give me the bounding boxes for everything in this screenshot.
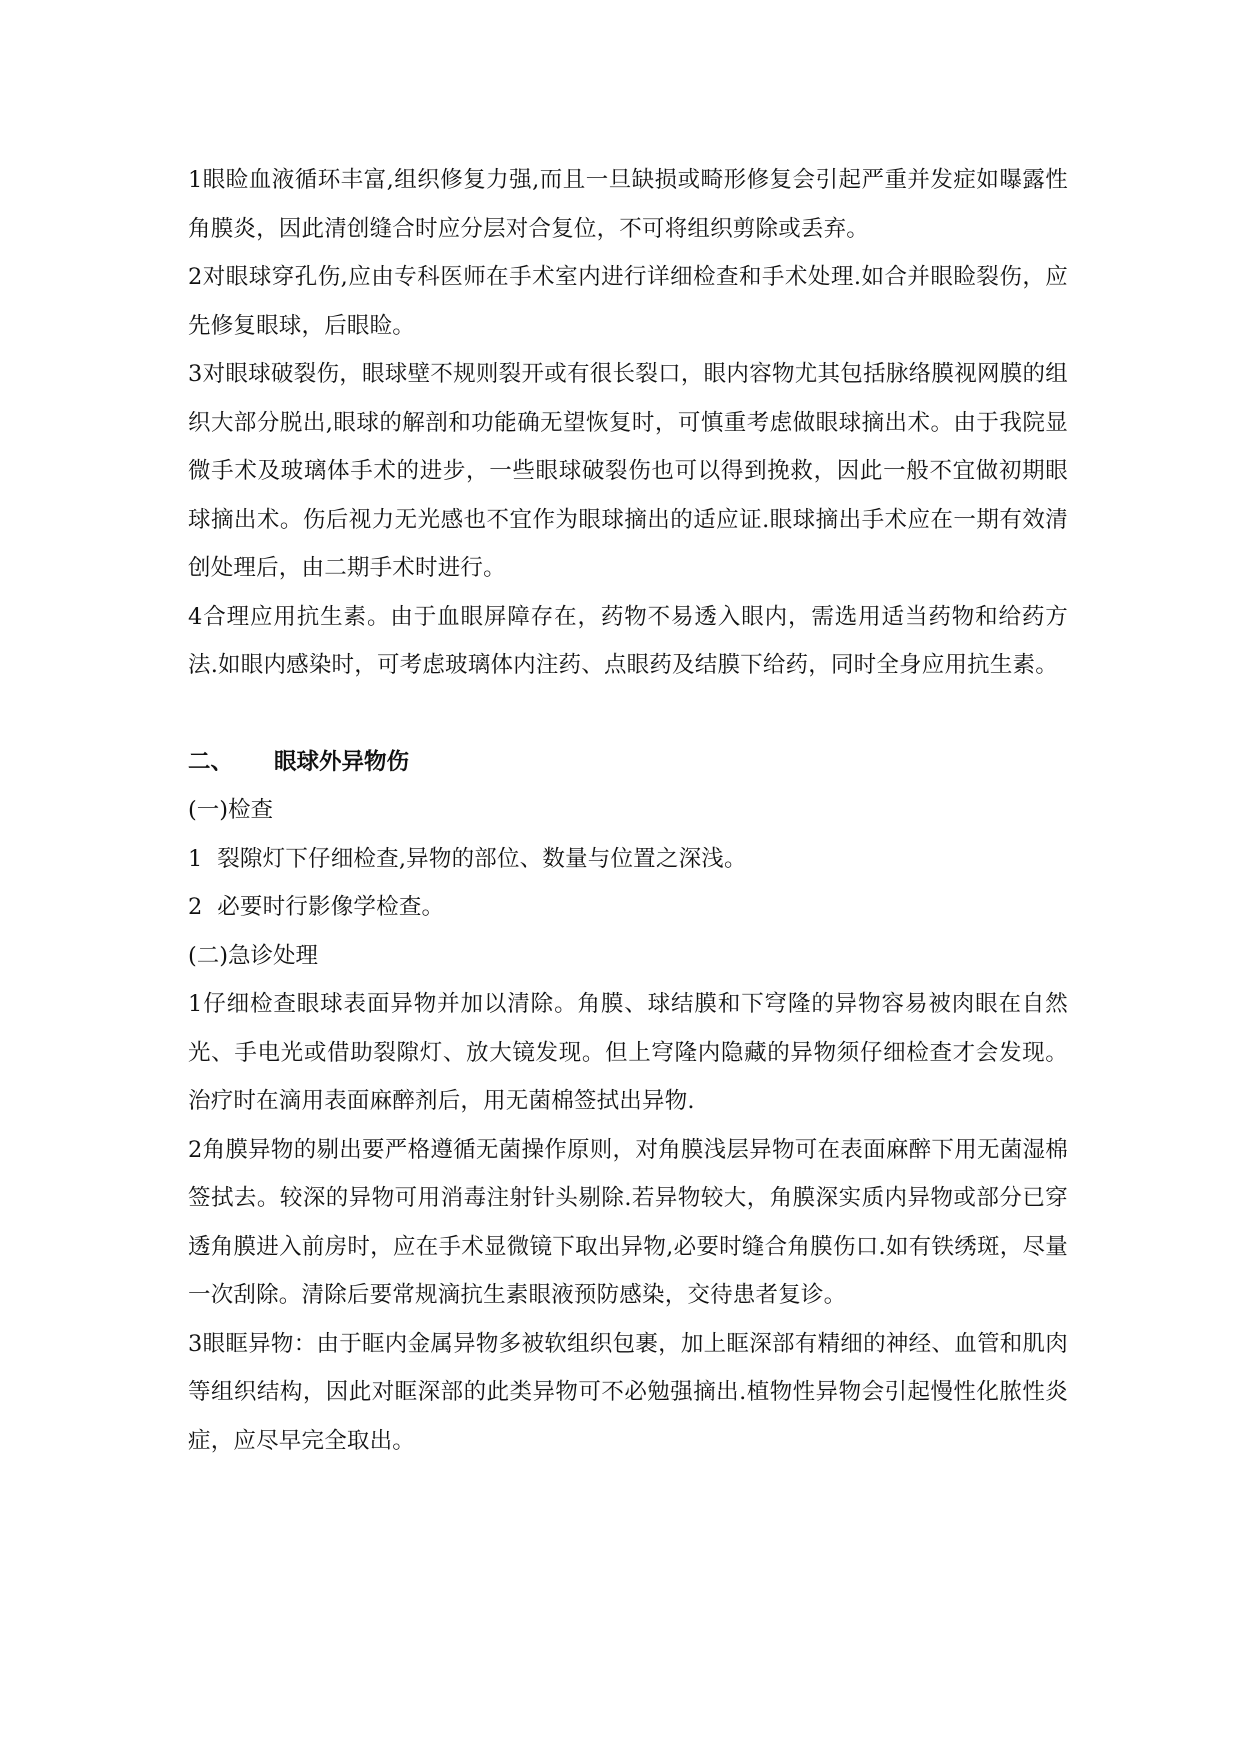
subsection-title-exam: (一)检查 [188, 797, 274, 823]
paragraph-globe-rupture: 3对眼球破裂伤，眼球壁不规则裂开或有很长裂口，眼内容物尤其包括脉络膜视网膜的组织大部分脱出,眼球的解剖和功能确无望恢复时，可慎重考虑做眼球摘出术。由于我院显微手术及玻璃体手术的进步，一些眼球破裂伤也可以得到挽救，因此一般不宜做初期眼球摘出术。伤后视力无光感也不宜作为眼球摘出的适应证.眼球摘出手术应在一期有效清创处理后，由二期手术时进行。 [188, 361, 1068, 581]
paragraph-antibiotics: 4合理应用抗生素。由于血眼屏障存在，药物不易透入眼内，需选用适当药物和给药方法.如眼内感染时，可考虑玻璃体内注药、点眼药及结膜下给药，同时全身应用抗生素。 [188, 603, 1068, 678]
emergency-item: 1仔细检查眼球表面异物并加以清除。角膜、球结膜和下穹隆的异物容易被肉眼在自然光、手电光或借助裂隙灯、放大镜发现。但上穹隆内隐藏的异物须仔细检查才会发现。治疗时在滴用表面麻醉剂后，用无菌棉签拭出异物. [188, 991, 1068, 1114]
exam-item: 2 必要时行影像学检查。 [188, 894, 445, 920]
emergency-item: 3眼眶异物：由于眶内金属异物多被软组织包裹，加上眶深部有精细的神经、血管和肌肉等组织结构，因此对眶深部的此类异物可不必勉强摘出.植物性异物会引起慢性化脓性炎症，应尽早完全取出。 [188, 1330, 1068, 1454]
exam-item: 1 裂隙灯下仔细检查,异物的部位、数量与位置之深浅。 [188, 845, 747, 872]
section-title: 眼球外异物伤 [274, 748, 410, 775]
section-gap [188, 690, 1068, 738]
emergency-item: 2角膜异物的剔出要严格遵循无菌操作原则，对角膜浅层异物可在表面麻醉下用无菌湿棉签拭去。较深的异物可用消毒注射针头剔除.若异物较大，角膜深实质内异物或部分已穿透角膜进入前房时，应在手术显微镜下取出异物,必要时缝合角膜伤口.如有铁绣斑，尽量一次刮除。清除后要常规滴抗生素眼液预防感染，交待患者复诊。 [188, 1136, 1068, 1308]
section-number: 二、 [188, 748, 234, 775]
paragraph-eyelid-repair: 1眼睑血液循环丰富,组织修复力强,而且一旦缺损或畸形修复会引起严重并发症如曝露性角膜炎，因此清创缝合时应分层对合复位，不可将组织剪除或丢弃。 [188, 167, 1068, 242]
document-body [188, 156, 1068, 1465]
paragraph-globe-perforation: 2对眼球穿孔伤,应由专科医师在手术室内进行详细检查和手术处理.如合并眼睑裂伤，应先修复眼球，后眼睑。 [188, 264, 1068, 339]
section-heading [188, 738, 1068, 787]
subsection-title-emergency: (二)急诊处理 [188, 942, 319, 969]
